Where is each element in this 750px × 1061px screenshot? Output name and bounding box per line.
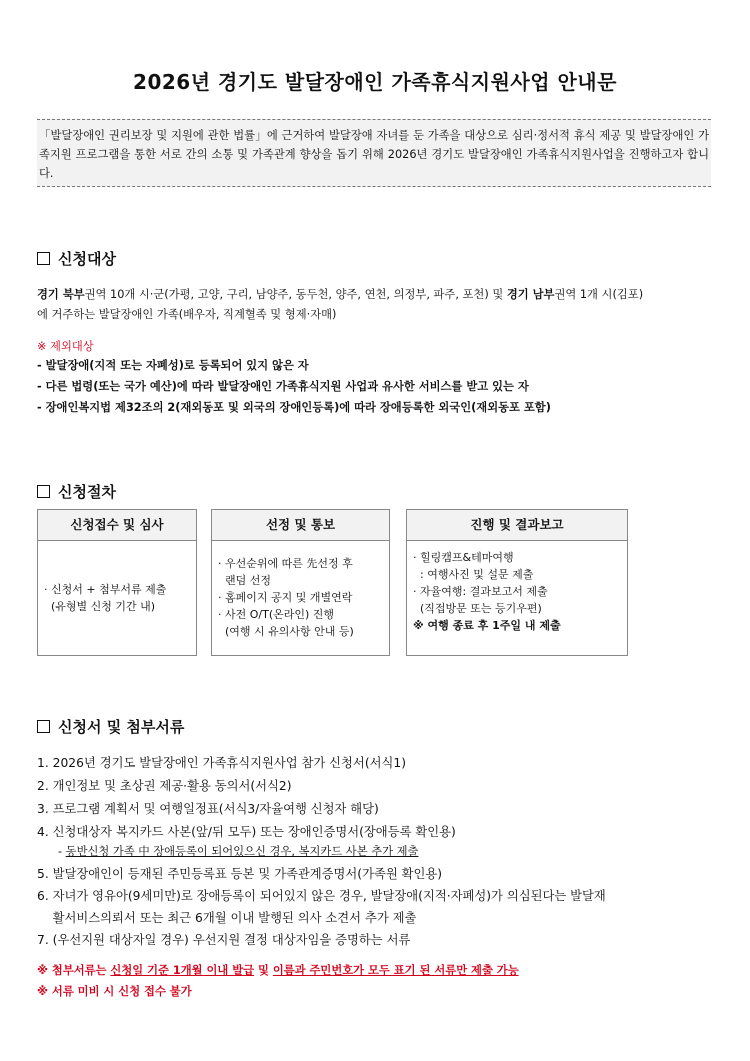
step-line: · 우선순위에 따른 先선정 후 xyxy=(218,557,353,570)
target-paragraph-2: 에 거주하는 발달장애인 가족(배우자, 직계혈족 및 형제·자매) xyxy=(37,308,337,321)
sub-note-text: 동반신청 가족 中 장애등록이 되어있으신 경우, 복지카드 사본 추가 제출 xyxy=(65,845,419,858)
section-heading-text: 신청절차 xyxy=(58,483,116,501)
warning-text: ※ 첨부서류는 xyxy=(37,964,111,977)
page-title: 2026년 경기도 발달장애인 가족휴식지원사업 안내문 xyxy=(133,70,617,94)
checkbox-square-icon xyxy=(37,720,50,733)
document-sub-note xyxy=(58,843,418,859)
intro-box: 「발달장애인 권리보장 및 지원에 관한 법률」에 근거하여 발달장애 자녀를 둔 가족을 대상으로 심리·정서적 휴식 제공 및 발달장애인 가족지원 프로그램을 통한 서로 간의 소통 및 가족관계 향상을 돕기 위해 2026년 경기도 발달장애인 가족휴식지원사업을 진행하고자 합니다. xyxy=(37,119,711,187)
step-line: 랜덤 선정 xyxy=(218,574,271,587)
step-title: 진행 및 결과보고 xyxy=(407,510,627,541)
document-item: 1. 2026년 경기도 발달장애인 가족휴식지원사업 참가 신청서(서식1) xyxy=(37,756,406,770)
section-heading-text: 신청대상 xyxy=(58,250,116,268)
warning-underline-1: 신청일 기준 1개월 이내 발급 xyxy=(110,964,255,977)
exclusion-item: - 장애인복지법 제32조의 2(재외동포 및 외국의 장애인등록)에 따라 장애등록한 외국인(재외동포 포함) xyxy=(37,401,551,414)
target-text-end: 권역 1개 시(김포) xyxy=(554,288,644,301)
step-line: · 신청서 + 첨부서류 제출 xyxy=(44,583,167,596)
warning-line-1 xyxy=(37,962,519,978)
step-line: · 홈페이지 공지 및 개별연락 xyxy=(218,591,353,604)
step-line: (직접방문 또는 등기우편) xyxy=(413,602,542,615)
step-title: 신청접수 및 심사 xyxy=(38,510,196,541)
exclusion-item: - 발달장애(지적 또는 자폐성)로 등록되어 있지 않은 자 xyxy=(37,359,309,372)
target-text: 권역 10개 시·군(가평, 고양, 구리, 남양주, 동두천, 양주, 연천, 의정부, 파주, 포천) 및 xyxy=(84,288,507,301)
warning-underline-2: 이름과 주민번호가 모두 표기 된 서류만 제출 가능 xyxy=(272,964,519,977)
procedure-step-1 xyxy=(37,509,197,656)
document-item: 7. (우선지원 대상자일 경우) 우선지원 결정 대상자임을 증명하는 서류 xyxy=(37,933,411,947)
step-body xyxy=(212,541,389,640)
document-item: 5. 발달장애인이 등재된 주민등록표 등본 및 가족관계증명서(가족원 확인용) xyxy=(37,867,443,881)
section-heading-target xyxy=(37,248,116,269)
step-body xyxy=(407,541,627,634)
exclusion-title: ※ 제외대상 xyxy=(37,340,94,353)
document-item: 3. 프로그램 계획서 및 여행일정표(서식3/자율여행 신청자 해당) xyxy=(37,802,379,816)
document-item: 4. 신청대상자 복지카드 사본(앞/뒤 모두) 또는 장애인증명서(장애등록 확인용) xyxy=(37,825,456,839)
step-line: · 힐링캠프&테마여행 xyxy=(413,551,514,564)
procedure-step-3 xyxy=(406,509,628,656)
document-item: 6. 자녀가 영유아(9세미만)로 장애등록이 되어있지 않은 경우, 발달장애(지적·자폐성)가 의심된다는 발달재 xyxy=(37,889,606,903)
warning-text: 및 xyxy=(254,964,273,977)
step-line: (유형별 신청 기간 내) xyxy=(44,600,156,613)
checkbox-square-icon xyxy=(37,252,50,265)
step-line: · 사전 O/T(온라인) 진행 xyxy=(218,608,335,621)
step-line: : 여행사진 및 설문 제출 xyxy=(413,568,534,581)
checkbox-square-icon xyxy=(37,485,50,498)
step-line: (여행 시 유의사항 안내 등) xyxy=(218,625,354,638)
section-heading-text: 신청서 및 첨부서류 xyxy=(58,718,185,736)
section-heading-documents xyxy=(37,716,184,737)
section-heading-procedure xyxy=(37,481,116,502)
step-body xyxy=(38,541,196,615)
bold-region-north: 경기 북부 xyxy=(37,288,85,301)
exclusion-item: - 다른 법령(또는 국가 예산)에 따라 발달장애인 가족휴식지원 사업과 유사한 서비스를 받고 있는 자 xyxy=(37,380,529,393)
bold-region-south: 경기 남부 xyxy=(506,288,555,301)
step-title: 선정 및 통보 xyxy=(212,510,389,541)
procedure-step-2 xyxy=(211,509,390,656)
document-item: 2. 개인정보 및 초상권 제공·활용 동의서(서식2) xyxy=(37,779,292,793)
warning-line-2: ※ 서류 미비 시 신청 접수 불가 xyxy=(37,985,192,998)
step-note: ※ 여행 종료 후 1주일 내 제출 xyxy=(413,619,561,632)
step-line: · 자율여행: 결과보고서 제출 xyxy=(413,585,548,598)
document-item-continued: 활서비스의뢰서 또는 최근 6개월 이내 발행된 의사 소견서 추가 제출 xyxy=(37,911,417,925)
sub-note-prefix: - xyxy=(58,845,66,858)
target-paragraph xyxy=(37,285,713,305)
